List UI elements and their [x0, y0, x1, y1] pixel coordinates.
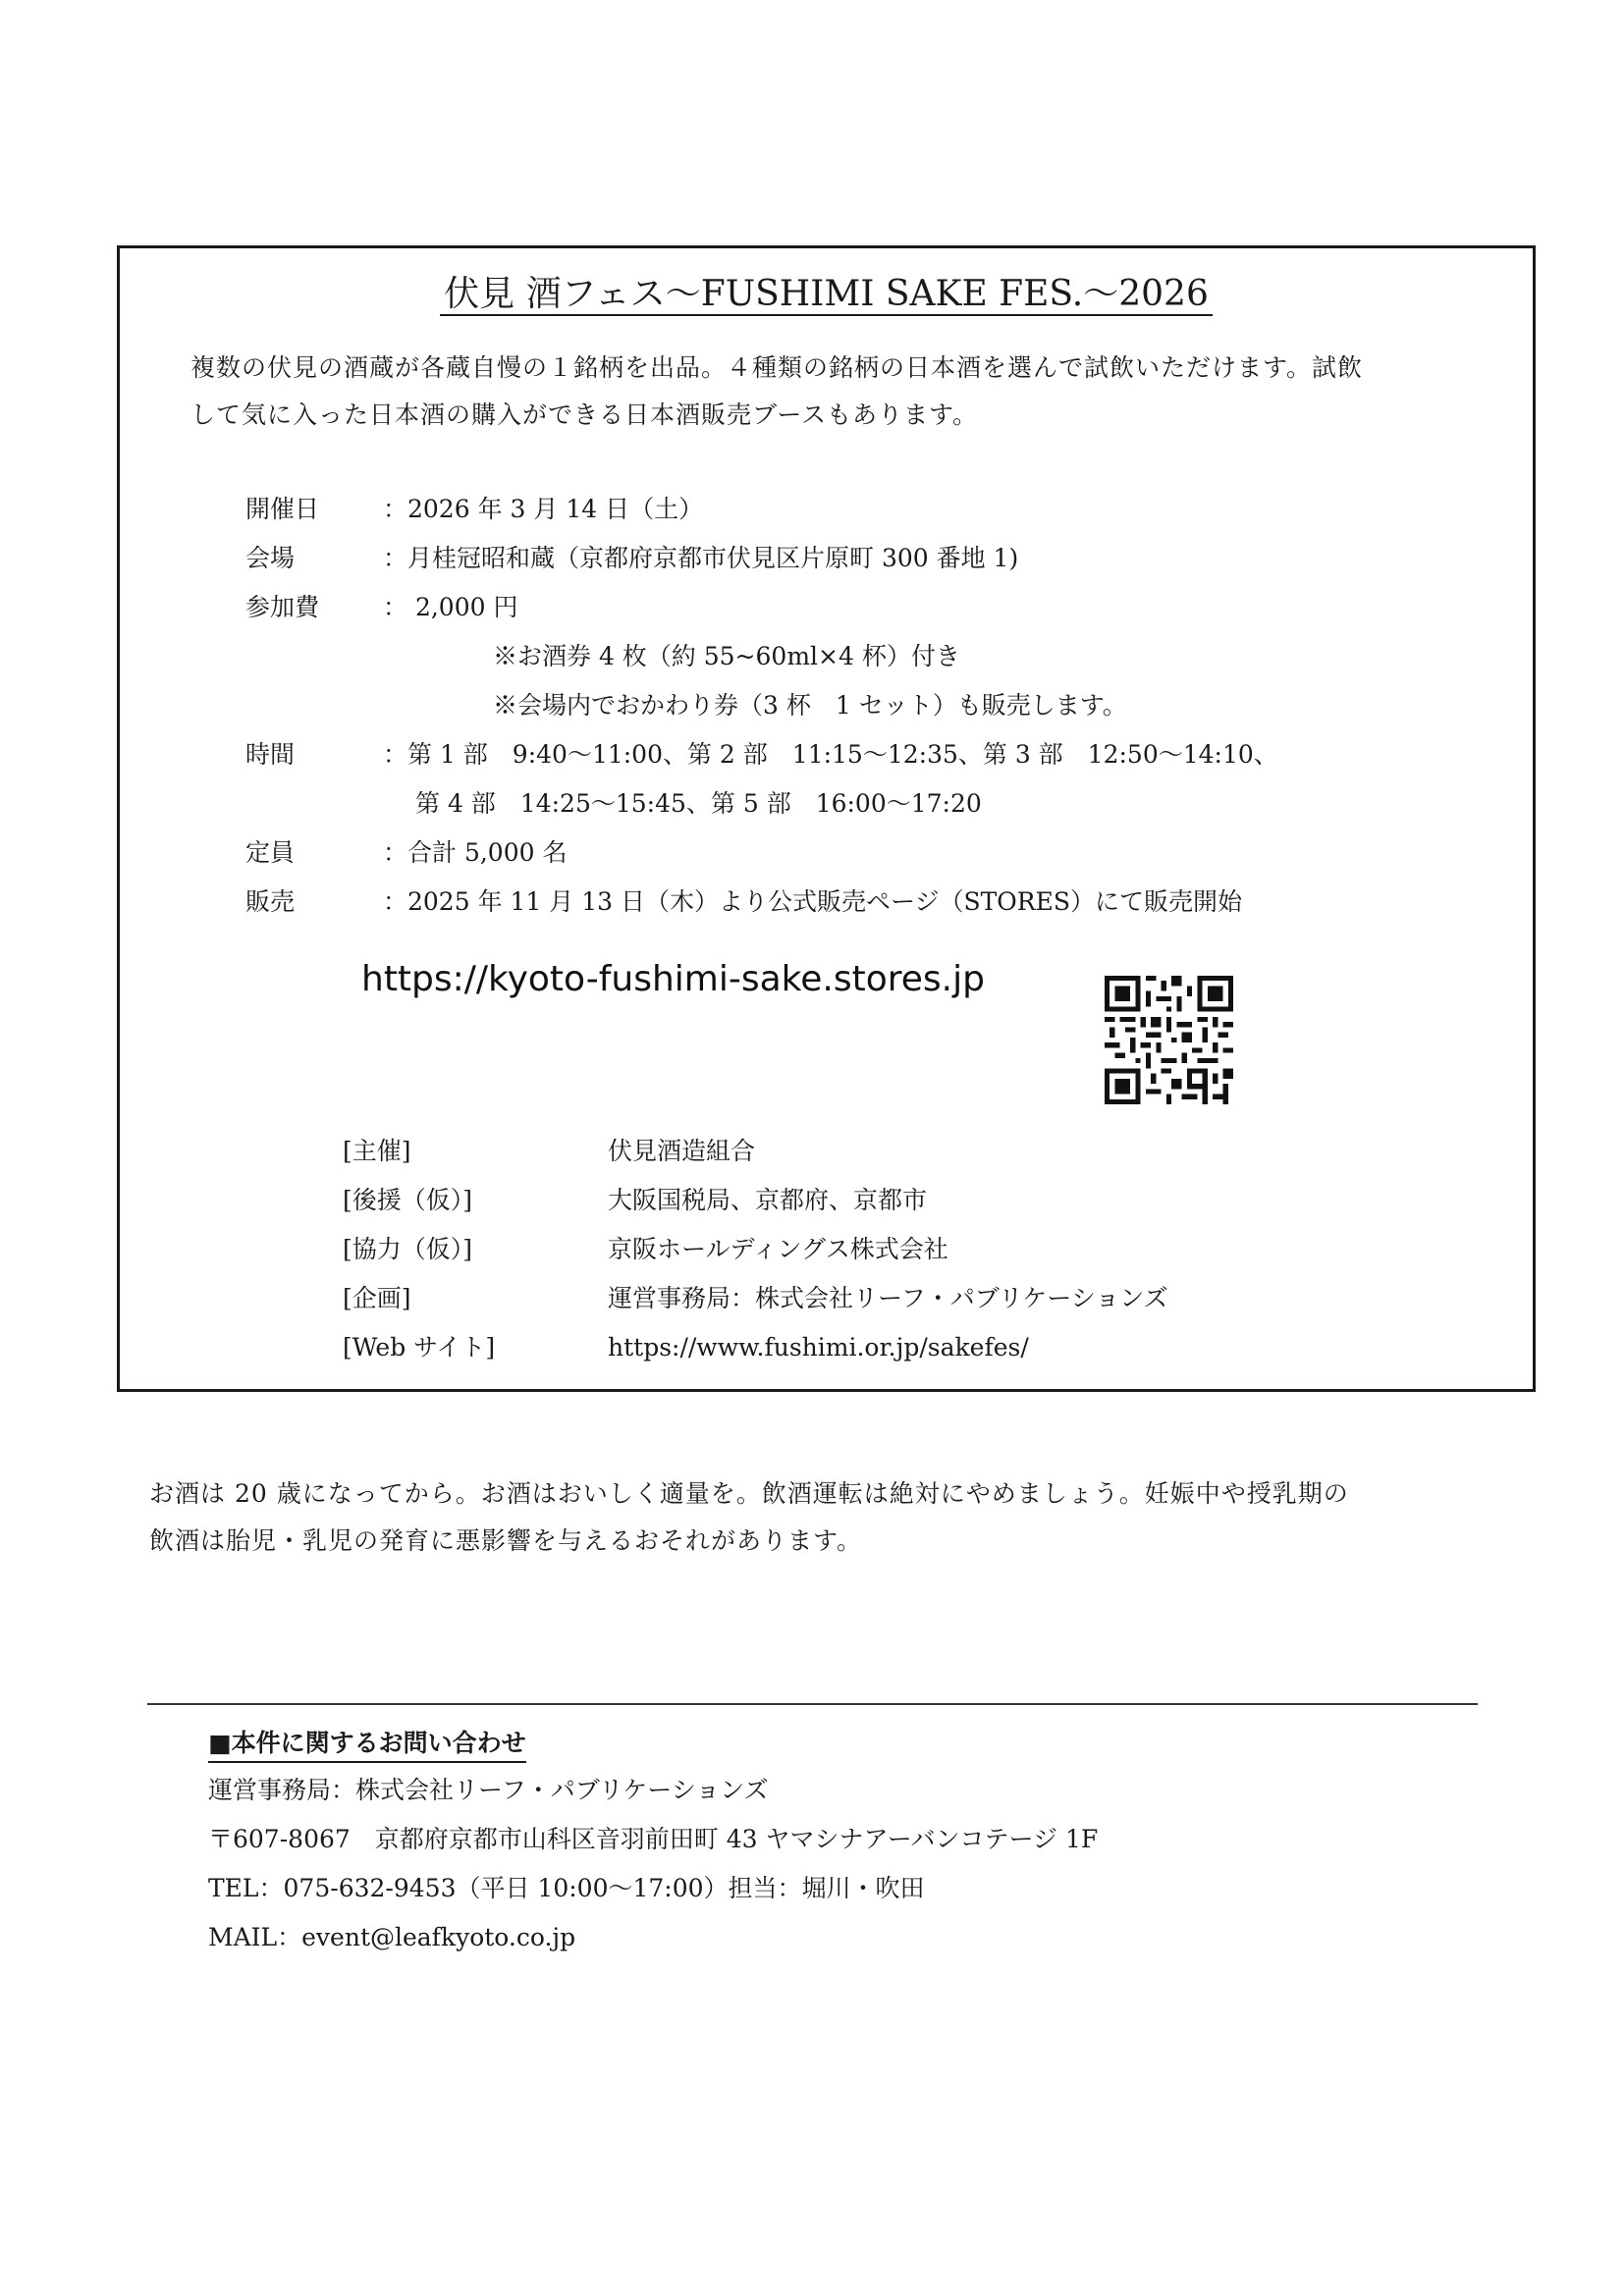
contact-tel: TEL：075-632-9453（平日 10:00〜17:00）担当：堀川・吹田 [208, 1874, 925, 1902]
detail-label: 時間 [245, 740, 296, 769]
sales-url-link[interactable]: https://kyoto-fushimi-sake.stores.jp [361, 959, 985, 999]
fee-note: ※会場内でおかわり券（3 杯 1 セット）も販売します。 [493, 691, 1127, 720]
detail-value: ： 2,000 円 [383, 593, 518, 621]
intro-line: して気に入った日本酒の購入ができる日本酒販売ブースもあります。 [190, 400, 979, 429]
fee-note: ※お酒券 4 枚（約 55~60ml×4 杯）付き [493, 642, 960, 670]
credit-key: [後援（仮）] [343, 1186, 473, 1214]
credit-value: 伏見酒造組合 [608, 1137, 756, 1165]
detail-value: ：第 1 部 9:40〜11:00、第 2 部 11:15〜12:35、第 3 部 12:50〜14:10、 [383, 740, 1278, 769]
detail-label: 販売 [245, 887, 296, 916]
credit-value: 大阪国税局、京都府、京都市 [608, 1186, 928, 1214]
credit-value: 運営事務局：株式会社リーフ・パブリケーションズ [608, 1284, 1168, 1312]
detail-value: ：2025 年 11 月 13 日（木）より公式販売ページ（STORES）にて販売開始 [383, 887, 1242, 916]
contact-heading: ■本件に関するお問い合わせ [208, 1726, 526, 1763]
detail-label: 会場 [245, 544, 296, 572]
contact-office: 運営事務局：株式会社リーフ・パブリケーションズ [208, 1776, 769, 1804]
section-divider [147, 1703, 1478, 1705]
drinking-notice [149, 1470, 1485, 1565]
credit-key: [Web サイト] [343, 1333, 496, 1362]
event-title: 伏見 酒フェス〜FUSHIMI SAKE FES.〜2026 [120, 270, 1533, 319]
intro-line: 複数の伏見の酒蔵が各蔵自慢の１銘柄を出品。４種類の銘柄の日本酒を選んで試飲いただけます。試飲 [190, 353, 1364, 382]
credit-key: [主催] [343, 1137, 411, 1165]
qr-code-icon [1105, 976, 1233, 1104]
detail-label: 参加費 [245, 593, 320, 621]
credit-key: [協力（仮）] [343, 1235, 473, 1263]
credit-value: 京阪ホールディングス株式会社 [608, 1235, 948, 1263]
detail-value: ：合計 5,000 名 [383, 838, 568, 867]
notice-line: お酒は 20 歳になってから。お酒はおいしく適量を。飲酒運転は絶対にやめましょう。妊娠中や授乳期の [149, 1479, 1349, 1508]
notice-line: 飲酒は胎児・乳児の発育に悪影響を与えるおそれがあります。 [149, 1526, 863, 1555]
detail-value: ：2026 年 3 月 14 日（土） [383, 495, 704, 523]
credit-key: [企画] [343, 1284, 411, 1312]
detail-label: 開催日 [245, 495, 320, 523]
detail-value: ：月桂冠昭和蔵（京都府京都市伏見区片原町 300 番地 1) [383, 544, 1019, 572]
detail-label: 定員 [245, 838, 296, 867]
contact-address: 〒607-8067 京都府京都市山科区音羽前田町 43 ヤマシナアーバンコテージ 1F [208, 1825, 1099, 1853]
event-info-box [117, 245, 1536, 1392]
time-continued: 第 4 部 14:25〜15:45、第 5 部 16:00〜17:20 [415, 789, 982, 818]
event-intro [190, 345, 1496, 439]
contact-email-link[interactable]: MAIL：event@leafkyoto.co.jp [208, 1923, 576, 1951]
website-link[interactable]: https://www.fushimi.or.jp/sakefes/ [608, 1333, 1029, 1362]
